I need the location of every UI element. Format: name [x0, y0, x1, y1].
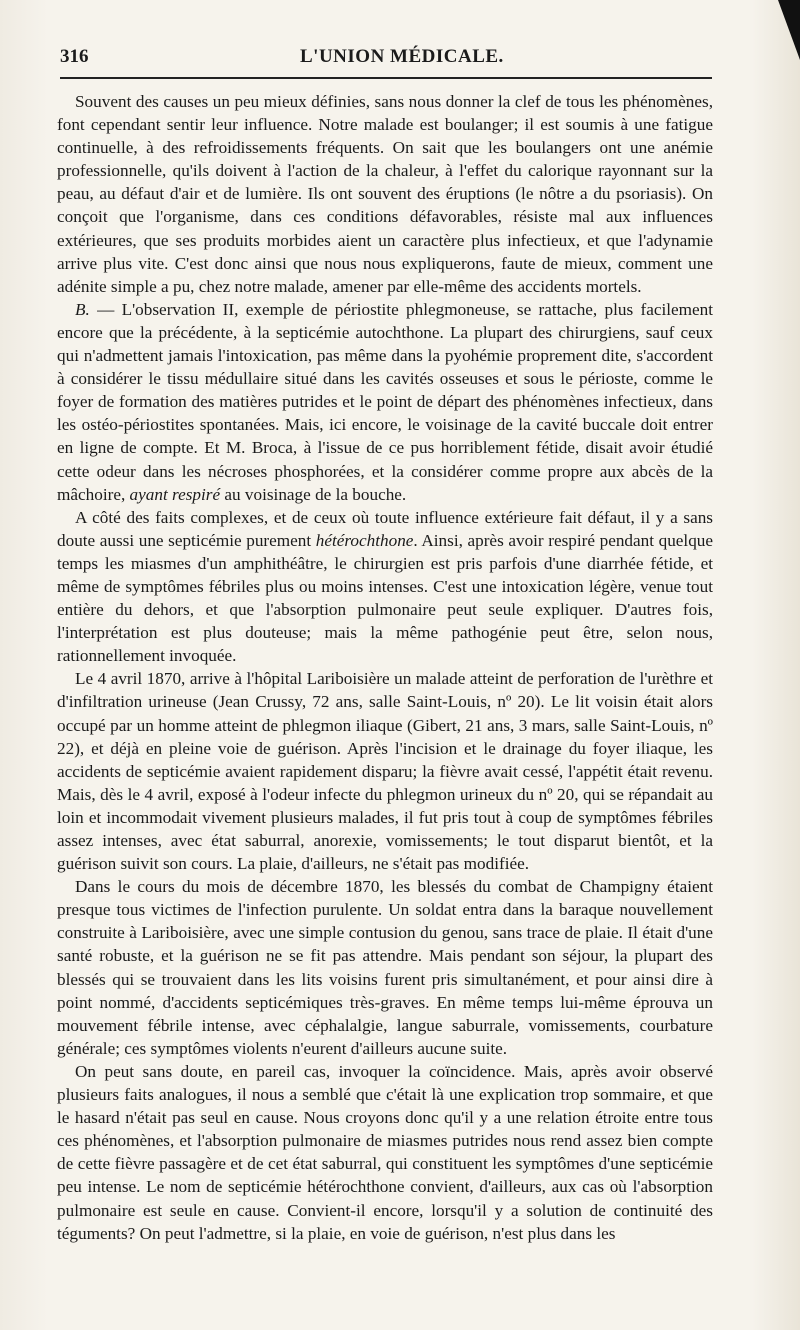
paragraph	[57, 506, 713, 668]
italic-text: hétérochthone	[315, 530, 414, 550]
paragraph-text: Le 4 avril 1870, arrive à l'hôpital Lariboisière un malade atteint de perforation de l'urèthre et d'infiltration urineuse (Jean Crussy, 72 ans, salle Saint-Louis, nº 20). Le lit voisin était alors occupé par un homme atteint de phlegmon iliaque (Gibert, 21 ans, 3 mars, salle Saint-Louis, nº 22), et déjà en pleine voie de guérison. Après l'incision et le drainage du foyer iliaque, les accidents de septicémie avaient rapidement disparu; la fièvre avait cessé, l'appétit était revenu. Mais, dès le 4 avril, exposé à l'odeur infecte du phlegmon urineux du nº 20, qui se répandait au loin et incommodait vivement plusieurs malades, il fut pris tout à coup de symptômes fébriles assez intenses, avec état saburral, anorexie, vomissements; le tout disparut bientôt, et la guérison suivit son cours. La plaie, d'ailleurs, ne s'était pas modifiée.	[57, 669, 713, 874]
paragraph-text: — L'observation II, exemple de périostite phlegmoneuse, se rattache, plus facilement encore que la précédente, à la septicémie autochthone. La plupart des chirurgiens, sauf ceux qui n'admettent jamais l'intoxication, pas même dans la pyohémie proprement dite, s'accordent à considérer le tissu médullaire situé dans les cavités osseuses et sous le périoste, comme le foyer de formation des matières putrides et le point de départ des phénomènes infectieux, dans les ostéo-périostites spontanées. Mais, ici encore, le voisinage de la cavité buccale doit entrer en ligne de compte. Et M. Broca, à l'issue de ce pus horriblement fétide, disait avoir étudié cette odeur dans les nécroses phosphorées, et la considérer comme propre aux abcès de la mâchoire,	[57, 299, 713, 504]
page-number: 316	[60, 46, 89, 67]
italic-text: B.	[75, 299, 90, 319]
running-title: L'UNION MÉDICALE.	[300, 46, 504, 67]
paragraph-text: Souvent des causes un peu mieux définies, sans nous donner la clef de tous les phénomènes, font cependant sentir leur influence. Notre malade est boulanger; il est soumis à une fatigue continuelle, à des refroidissements fréquents. On sait que les boulangers ont une anémie professionnelle, qu'ils doivent à l'action de la chaleur, à l'effet du calorique rayonnant sur la peau, au défaut d'air et de lumière. Ils ont souvent des éruptions (le nôtre a du psoriasis). On conçoit que l'organisme, dans ces conditions défavorables, résiste mal aux influences extérieures, que ses produits morbides aient un caractère plus infectieux, et que l'adynamie arrive plus vite. C'est donc ainsi que nous nous expliquerons, faute de mieux, comment une adénite simple a pu, chez notre malade, amener par elle-même des accidents mortels.	[57, 92, 713, 296]
paragraph	[57, 875, 713, 1060]
paragraph	[57, 90, 713, 298]
paragraph-text: au voisinage de la bouche.	[220, 484, 407, 504]
paragraph-text: Dans le cours du mois de décembre 1870, les blessés du combat de Champigny étaient presque tous victimes de l'infection purulente. Un soldat entra dans la baraque nouvellement construite à Lariboisière, avec une simple contusion du genou, sans trace de plaie. Il était d'une santé robuste, et la guérison ne se fit pas attendre. Mais pendant son séjour, la plupart des blessés qui se trouvaient dans les lits voisins furent pris simultanément, et pour ainsi dire à point nommé, d'accidents septicémiques très-graves. En même temps lui-même éprouva un mouvement fébrile intense, avec céphalalgie, langue saburrale, vomissements, courbature générale; ces symptômes violents n'eurent d'ailleurs aucune suite.	[57, 877, 713, 1058]
italic-text: ayant respiré	[129, 484, 221, 504]
paragraph-text: On peut sans doute, en pareil cas, invoquer la coïncidence. Mais, après avoir observé plusieurs faits analogues, il nous a semblé que c'était là une explication trop sommaire, et que le hasard n'était pas seul en cause. Nous croyons donc qu'il y a une relation étroite entre tous ces phénomènes, et l'absorption pulmonaire de miasmes putrides nous rend assez bien compte de cette fièvre passagère et de cet état saburral, qui constituent les symptômes d'une septicémie peu intense. Le nom de septicémie hétérochthone convient, d'ailleurs, aux cas où l'absorption pulmonaire est seule en cause. Convient-il encore, lorsqu'il y a solution de continuité des téguments? On peut l'admettre, si la plaie, en voie de guérison, n'est plus dans les	[57, 1061, 713, 1243]
page-corner-fold	[778, 0, 800, 60]
header-rule	[60, 77, 712, 79]
paragraph	[57, 667, 713, 875]
article-body	[57, 90, 713, 1245]
paragraph	[57, 1060, 713, 1245]
page-header	[60, 44, 710, 72]
paragraph-text: . Ainsi, après avoir respiré pendant quelque temps les miasmes d'un amphithéâtre, le chirurgien est pris parfois d'une diarrhée fétide, et même de symptômes fébriles plus ou moins intenses. C'est une intoxication légère, venue tout entière du dehors, et que l'absorption pulmonaire peut seule expliquer. D'autres fois, l'interprétation est plus douteuse; mais la même pathogénie peut être, selon nous, rationnellement invoquée.	[57, 530, 714, 666]
paragraph-text: A côté des faits complexes, et de ceux où toute influence extérieure fait défaut, il y a sans doute aussi une septicémie purement	[57, 507, 713, 550]
paragraph	[57, 298, 713, 506]
